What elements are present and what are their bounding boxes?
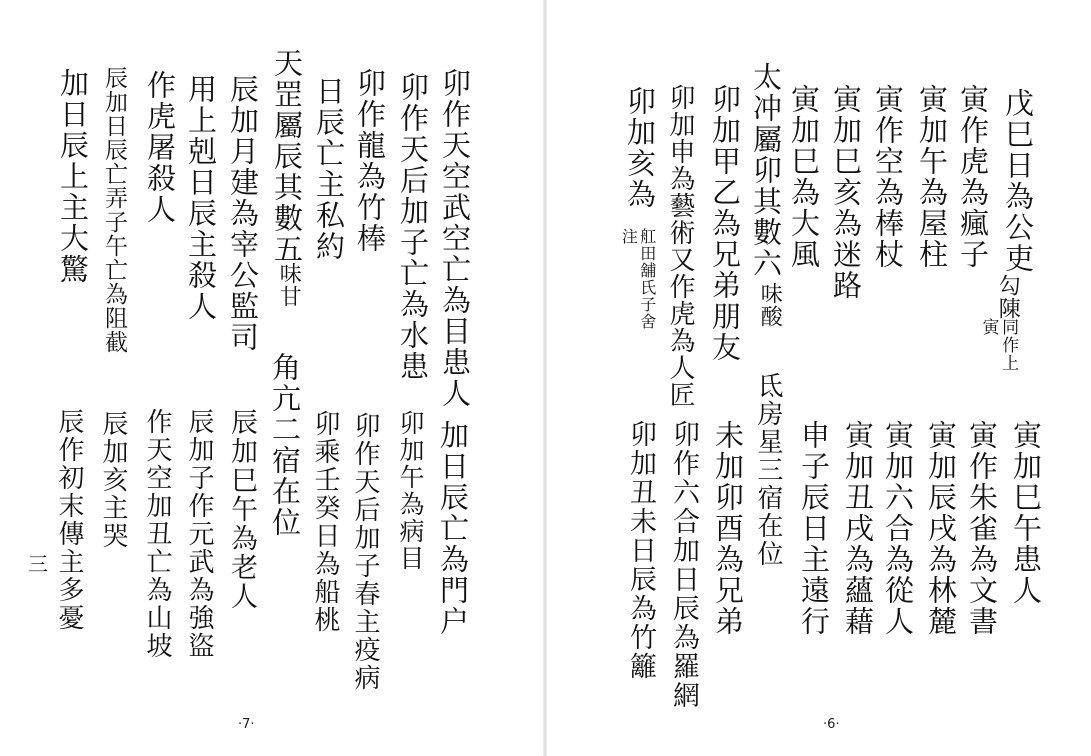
text-column: 日辰亡主私約 (312, 76, 346, 262)
text-column: 加日辰上主大驚 (56, 68, 90, 285)
text-column: 卯作天后加子春主疫病 (350, 412, 380, 692)
text-column: 寅加巳午患人 (1009, 420, 1043, 606)
text-column: 卯作六合加日辰為羅網 (668, 420, 699, 710)
text-column: 寅加巳為大風 (787, 84, 821, 270)
text-column: 未加卯酉為兄弟 (711, 420, 745, 637)
left-page (0, 0, 545, 756)
text-column: 寅作朱雀為文書 (965, 420, 999, 637)
text-column: 太冲屬卯其數六 (749, 62, 783, 279)
text-column: 用上剋日辰主殺人 (184, 74, 218, 322)
taste-note: 味酸 (757, 282, 783, 328)
margin-numeral: 三 (28, 552, 48, 576)
right-page (545, 0, 1091, 756)
text-column: 卯作天后加子亡為水患 (396, 72, 430, 382)
text-column: 寅加午為屋柱 (915, 84, 949, 270)
text-column: 辰加巳午為老人 (226, 408, 257, 611)
text-column: 卯作龍為竹棒 (353, 68, 387, 254)
text-column: 卯加午為病目 (396, 410, 425, 572)
text-column: 氐房星三宿在位 (753, 372, 783, 568)
taste-note: 味甘 (276, 262, 302, 308)
text-column: 申子辰日主遠行 (797, 420, 831, 637)
text-column: 卯作天空武空亡為目患人 (438, 68, 472, 409)
gouchen-note: 勾陳 (995, 274, 1021, 320)
text-column: 辰作初末傳主多憂 (54, 408, 84, 632)
text-column: 卯加申為藝術又作虎為人匠 (665, 84, 695, 408)
text-column: 辰加日辰亡弄子午亡為阻截 (101, 66, 127, 354)
text-column: 辰加亥主哭 (98, 410, 128, 550)
tongshang-note: 同作上寅 (978, 318, 1019, 372)
text-column: 戊巳日為公吏 (1001, 88, 1035, 274)
text-column: 辰加月建為宰公監司 (226, 74, 260, 353)
text-column: 寅加丑戌為蘊藉 (841, 420, 875, 637)
text-column: 寅作虎為瘋子 (956, 84, 990, 270)
small-annotation: 舡田舖氏子舍注 (619, 228, 657, 330)
text-column: 作虎屠殺人 (143, 70, 177, 225)
text-column: 作天空加丑亡為山坡 (142, 408, 172, 660)
text-column: 角亢二宿在位 (268, 352, 302, 538)
text-column: 寅加辰戌為林麓 (924, 420, 958, 637)
text-column: 卯乘壬癸日為船桃 (310, 410, 340, 634)
text-column: 寅作空為棒杖 (871, 84, 905, 270)
page-number: ·7· (238, 717, 255, 732)
text-column: 加日辰亡為門户 (436, 420, 470, 637)
text-column: 卯加亥為 (623, 86, 657, 210)
text-column: 辰加子作元武為強盜 (184, 408, 214, 660)
text-column: 卯加丑未日辰為竹籬 (625, 420, 656, 681)
text-column: 天罡屬辰其數五 (270, 48, 304, 265)
text-column: 卯加甲乙為兄弟朋友 (708, 84, 742, 363)
text-column: 寅加六合為從人 (881, 420, 915, 637)
page-number: ·6· (823, 717, 840, 732)
text-column: 寅加巳亥為迷路 (829, 84, 863, 301)
